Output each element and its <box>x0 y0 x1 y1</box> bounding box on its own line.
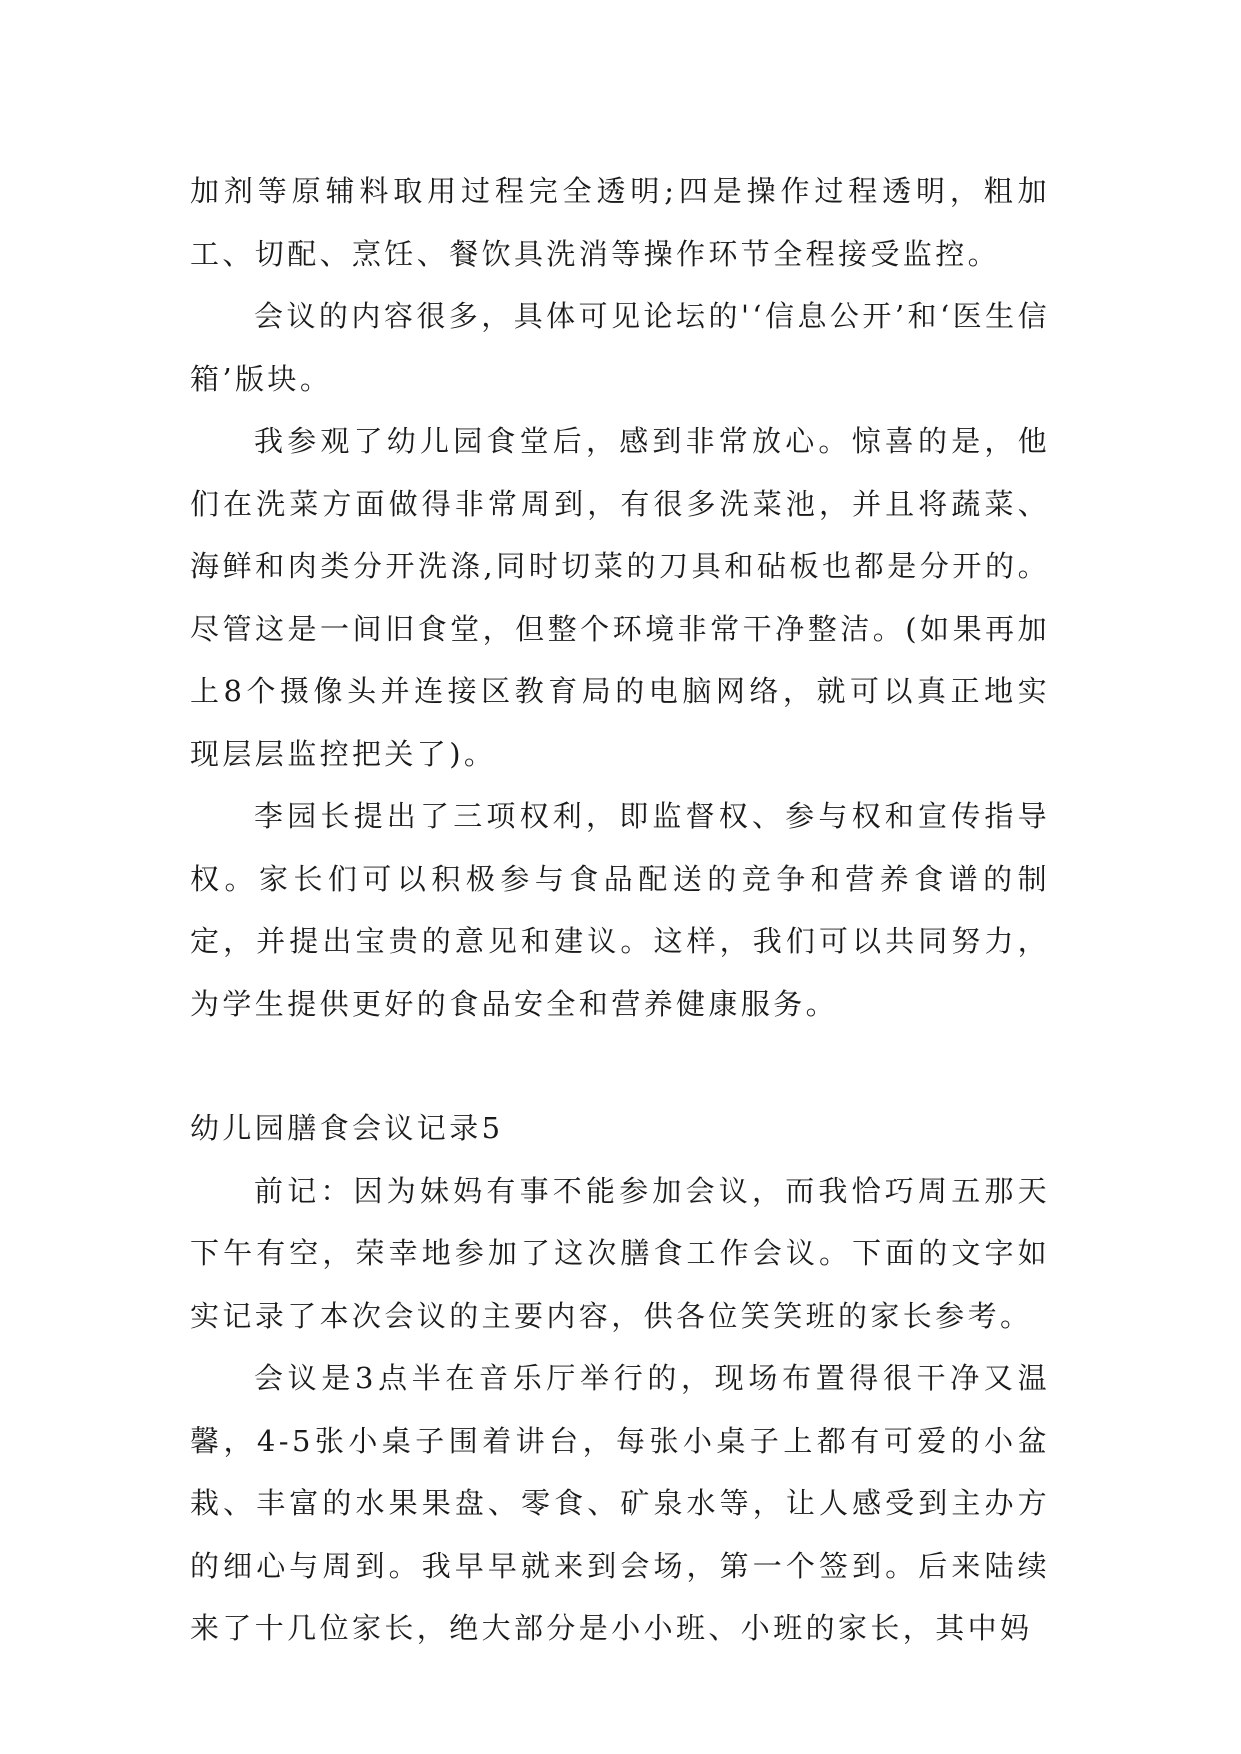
paragraph-food-process-transparency: 加剂等原辅料取用过程完全透明;四是操作过程透明，粗加工、切配、烹饪、餐饮具洗消等操作环节全程接受监控。 <box>190 174 1050 271</box>
section-heading: 幼儿园膳食会议记录5 <box>190 1111 504 1145</box>
paragraph-canteen-visit: 我参观了幼儿园食堂后，感到非常放心。惊喜的是，他们在洗菜方面做得非常周到，有很多洗菜池，并且将蔬菜、海鲜和肉类分开洗涤,同时切菜的刀具和砧板也都是分开的。尽管这是一间旧食堂，但整个环境非常干净整洁。(如果再加上8个摄像头并连接区教育局的电脑网络，就可以真正地实现层层监控把关了)。 <box>190 424 1050 771</box>
paragraph-foreword: 前记：因为妹妈有事不能参加会议，而我恰巧周五那天下午有空，荣幸地参加了这次膳食工作会议。下面的文字如实记录了本次会议的主要内容，供各位笑笑班的家长参考。 <box>190 1173 1050 1333</box>
document-body <box>190 160 1050 1660</box>
paragraph-forum-sections: 会议的内容很多，具体可见论坛的'‘信息公开’和‘医生信箱’版块。 <box>190 299 1050 396</box>
paragraph-three-rights: 李园长提出了三项权利，即监督权、参与权和宣传指导权。家长们可以积极参与食品配送的竞争和营养食谱的制定，并提出宝贵的意见和建议。这样，我们可以共同努力，为学生提供更好的食品安全和营养健康服务。 <box>190 799 1050 1021</box>
paragraph-meeting-venue: 会议是3点半在音乐厅举行的，现场布置得很干净又温馨，4-5张小桌子围着讲台，每张小桌子上都有可爱的小盆栽、丰富的水果果盘、零食、矿泉水等，让人感受到主办方的细心与周到。我早早就来到会场，第一个签到。后来陆续来了十几位家长，绝大部分是小小班、小班的家长，其中妈 <box>190 1361 1050 1645</box>
